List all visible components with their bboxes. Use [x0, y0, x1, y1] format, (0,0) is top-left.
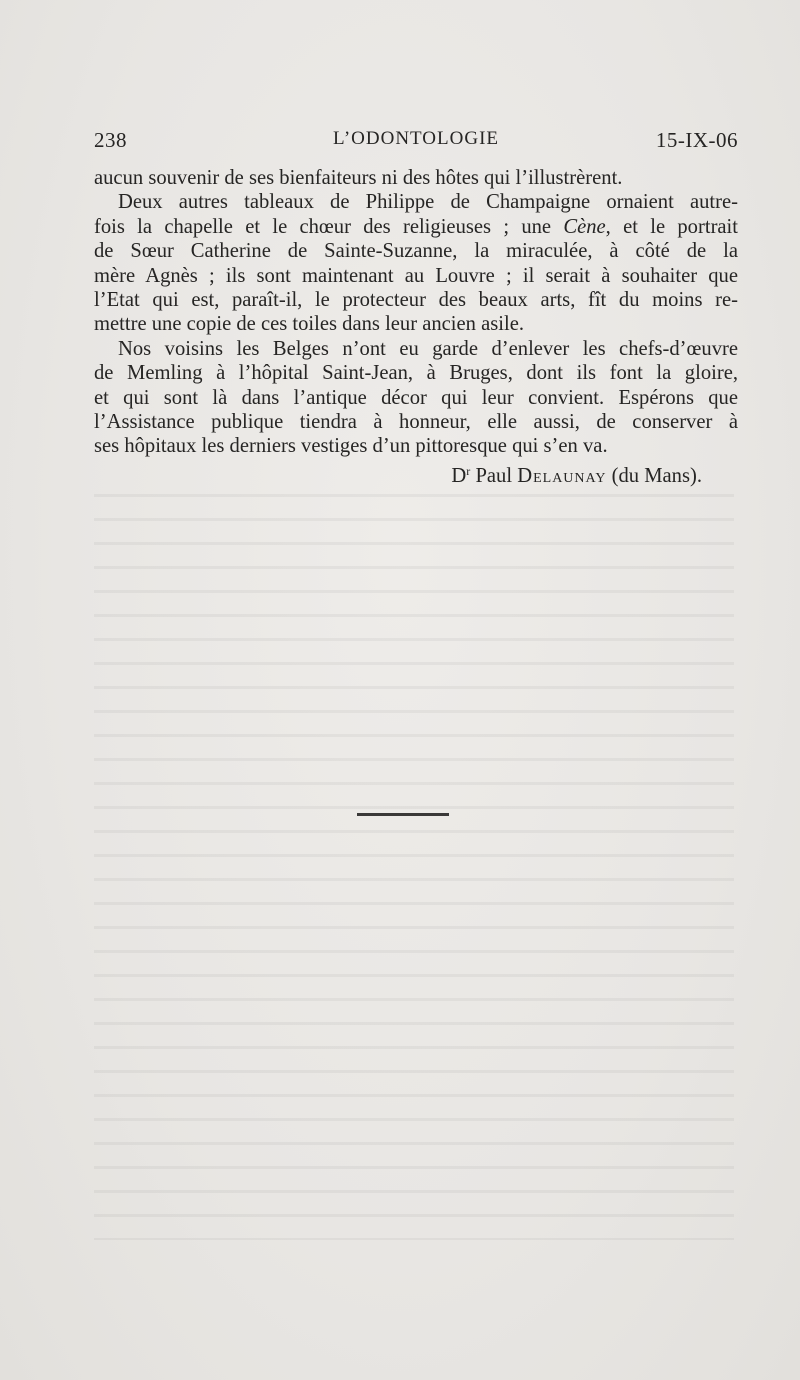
signature-place: (du Mans).	[611, 465, 702, 487]
italic-title-cene: Cène	[563, 215, 606, 238]
author-signature	[94, 459, 702, 488]
signature-title-sup: r	[466, 464, 471, 478]
signature-first-name: Paul	[475, 465, 513, 487]
paragraph-line: Nos voisins les Belges n’ont eu garde d’enlever les chefs-d’œuvre	[118, 337, 738, 360]
reverse-side-showthrough	[94, 480, 734, 1240]
paragraph-line: de Memling à l’hôpital Saint-Jean, à Bruges, dont ils font la gloire,	[94, 362, 738, 385]
paragraph-line: mettre une copie de ces toiles dans leur ancien asile.	[94, 313, 525, 336]
paragraph-line: ses hôpitaux les derniers vestiges d’un pittoresque qui s’en va.	[94, 435, 608, 458]
paragraph-line: Deux autres tableaux de Philippe de Champaigne ornaient autre-	[118, 191, 738, 214]
page-number: 238	[94, 128, 127, 152]
section-divider-rule	[357, 813, 449, 816]
paragraph-line: de Sœur Catherine de Sainte-Suzanne, la miraculée, à côté de la	[94, 240, 738, 263]
text-line: aucun souvenir de ses bienfaiteurs ni des hôtes qui l’illustrèrent.	[94, 167, 623, 189]
paragraph-line: et qui sont là dans l’antique décor qui leur convient. Espérons que	[94, 386, 738, 409]
paragraph-line: fois la chapelle et le chœur des religieuses ; une Cène, et le portrait	[94, 215, 739, 238]
paragraph-line: l’Etat qui est, paraît-il, le protecteur des beaux arts, fît du moins re-	[94, 289, 738, 312]
paragraph-line: mère Agnès ; ils sont maintenant au Louvre ; il serait à souhaiter que	[94, 264, 738, 287]
signature-title: D	[451, 465, 467, 487]
article-body	[94, 166, 738, 459]
paragraph-line: l’Assistance publique tiendra à honneur, elle aussi, de conserver à	[94, 411, 738, 434]
page-header	[94, 128, 738, 156]
paragraph-continuation	[94, 166, 738, 190]
signature-surname: Delaunay	[517, 465, 607, 487]
issue-date: 15-IX-06	[655, 128, 738, 152]
running-title: L’ODONTOLOGIE	[332, 128, 500, 149]
